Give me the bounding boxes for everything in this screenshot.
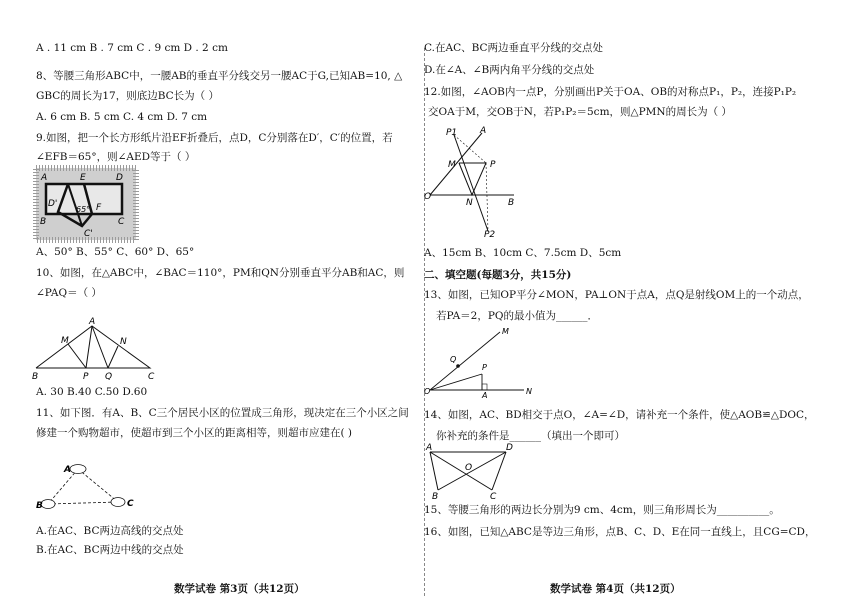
q11-option-d: D.在∠A、∠B两内角平分线的交点处	[424, 64, 595, 76]
q9-label-angle: 65°	[76, 205, 91, 214]
q10-segment-qn	[108, 346, 118, 368]
q14-label-o: O	[465, 463, 473, 473]
q13-label-p: P	[482, 363, 487, 372]
q11-option-c: C.在AC、BC两边垂直平分线的交点处	[424, 42, 604, 54]
q13-figure	[424, 328, 536, 398]
q10-label-b: B	[32, 372, 39, 382]
q11-label-b: B	[36, 501, 43, 511]
q13-label-a: A	[482, 391, 488, 400]
q10-label-a: A	[89, 317, 96, 327]
q12-label-o: O	[424, 192, 432, 202]
q9-label-e: E	[80, 173, 86, 183]
q12-label-p: P	[490, 160, 496, 170]
q14-label-d: D	[506, 443, 513, 453]
q12-dash-pp2	[486, 163, 488, 231]
q9-label-d: D	[116, 173, 123, 183]
q12-figure	[424, 125, 524, 240]
q15-text: 15、等腰三角形的两边长分别为9 cm、4cm，则三角形周长为__________。	[424, 504, 780, 516]
q12-label-a: A	[480, 126, 487, 136]
q12-label-n: N	[466, 198, 473, 208]
q11-side-ab	[48, 469, 78, 504]
q11-side-ac	[78, 469, 118, 502]
q13-label-q: Q	[450, 355, 457, 364]
q14-segment-ac	[430, 452, 492, 490]
q10-text-line2: ∠PAQ＝（ ）	[36, 287, 102, 299]
q12-label-p1: P1	[446, 128, 458, 138]
q13-right-angle-mark	[482, 384, 487, 390]
q11-point-a	[70, 465, 86, 474]
q13-label-m: M	[502, 327, 509, 336]
q8-text-line1: 8、等腰三角形ABC中，一腰AB的垂直平分线交另一腰AC于G,已知AB=10, △	[36, 70, 403, 82]
right-page	[424, 0, 860, 607]
q9-label-b: B	[40, 217, 47, 227]
q11-figure	[36, 456, 146, 516]
q11-option-b: B.在AC、BC两边中线的交点处	[36, 544, 184, 556]
q11-point-b	[41, 500, 55, 509]
q13-label-n: N	[526, 387, 532, 396]
q9-text-line2: ∠EFB＝65°，则∠AED等于（ ）	[36, 151, 196, 163]
section2-title: 二、填空题(每题3分，共15分)	[424, 269, 572, 281]
q14-label-c: C	[490, 492, 497, 502]
q13-ray-op	[430, 374, 482, 390]
q11-side-bc	[48, 502, 118, 504]
q9-label-a: A	[41, 173, 48, 183]
q13-text-line2: 若PA＝2，PQ的最小值为______．	[436, 310, 599, 322]
q9-label-c-prime: C'	[84, 229, 93, 239]
q10-segment-pm	[68, 344, 86, 368]
q9-options: A、50° B、55° C、60° D、65°	[36, 246, 195, 258]
left-page	[0, 0, 420, 607]
q10-label-c: C	[148, 372, 155, 382]
q11-text-line1: 11、如下图．有A、B、C三个居民小区的位置成三角形，现决定在三个小区之间	[36, 407, 409, 419]
q14-segment-ab	[430, 452, 438, 490]
q11-label-a: A	[64, 465, 71, 475]
q7-options: A . 11 cm B . 7 cm C . 9 cm D . 2 cm	[36, 42, 228, 54]
q10-label-n: N	[120, 337, 127, 347]
q9-figure	[36, 168, 136, 240]
q14-figure	[424, 444, 514, 500]
q14-segment-dc	[492, 452, 506, 490]
q9-label-f: F	[96, 203, 102, 213]
q11-text-line2: 修建一个购物超市，使超市到三个小区的距离相等，则超市应建在( )	[36, 427, 353, 439]
q9-label-c: C	[118, 217, 125, 227]
q8-options: A. 6 cm B. 5 cm C. 4 cm D. 7 cm	[36, 111, 208, 123]
q14-label-a: A	[426, 443, 433, 453]
q12-label-p2: P2	[484, 230, 496, 240]
q9-text-line1: 9.如图，把一个长方形纸片沿EF折叠后，点D，C分别落在D′，C′的位置，若	[36, 132, 393, 144]
q12-label-b: B	[508, 198, 515, 208]
left-page-footer: 数学试卷 第3页（共12页）	[174, 583, 305, 595]
q10-label-q: Q	[105, 372, 113, 382]
q10-figure	[32, 316, 158, 382]
q9-label-d-prime: D'	[48, 199, 58, 209]
q12-triangle-pmn	[459, 163, 486, 195]
q13-ray-om	[430, 332, 500, 390]
q12-label-m: M	[448, 160, 456, 170]
q10-label-p: P	[83, 372, 89, 382]
q10-triangle	[36, 326, 150, 368]
q11-point-c	[111, 498, 125, 507]
q12-segment-p1p2	[454, 135, 488, 231]
q8-text-line2: GBC的周长为17，则底边BC长为（ ）	[36, 90, 219, 102]
q14-label-b: B	[432, 492, 439, 502]
q10-label-m: M	[61, 336, 69, 346]
q12-text-line2: 交OA于M，交OB于N，若P₁P₂＝5cm，则△PMN的周长为（ ）	[428, 106, 732, 118]
q13-label-o: O	[424, 387, 431, 396]
q11-label-c: C	[127, 499, 134, 509]
q10-segment-ap	[86, 326, 92, 368]
q12-ray-oa	[430, 133, 482, 195]
q14-text-line2: 你补充的条件是______（填出一个即可）	[436, 430, 625, 442]
q12-text-line1: 12.如图，∠AOB内一点P，分别画出P关于OA、OB的对称点P₁，P₂，连接P₁P₂	[424, 86, 797, 98]
q10-text-line1: 10、如图，在△ABC中，∠BAC＝110°，PM和QN分别垂直平分AB和AC，则	[36, 267, 405, 279]
q13-point-q	[456, 364, 460, 368]
q12-options: A、15cm B、10cm C、7.5cm D、5cm	[424, 247, 622, 259]
q11-option-a: A.在AC、BC两边高线的交点处	[36, 525, 184, 537]
q14-text-line1: 14、如图，AC、BD相交于点O，∠A=∠D，请补充一个条件，使△AOB≌△DOC，	[424, 409, 815, 421]
q16-text-line1: 16、如图，已知△ABC是等边三角形，点B、C、D、E在同一直线上，且CG=CD，	[424, 526, 816, 538]
q10-options: A. 30 B.40 C.50 D.60	[36, 386, 148, 398]
right-page-footer: 数学试卷 第4页（共12页）	[550, 583, 681, 595]
q13-text-line1: 13、如图，已知OP平分∠MON，PA⊥ON于点A，点Q是射线OM上的一个动点，	[424, 289, 809, 301]
